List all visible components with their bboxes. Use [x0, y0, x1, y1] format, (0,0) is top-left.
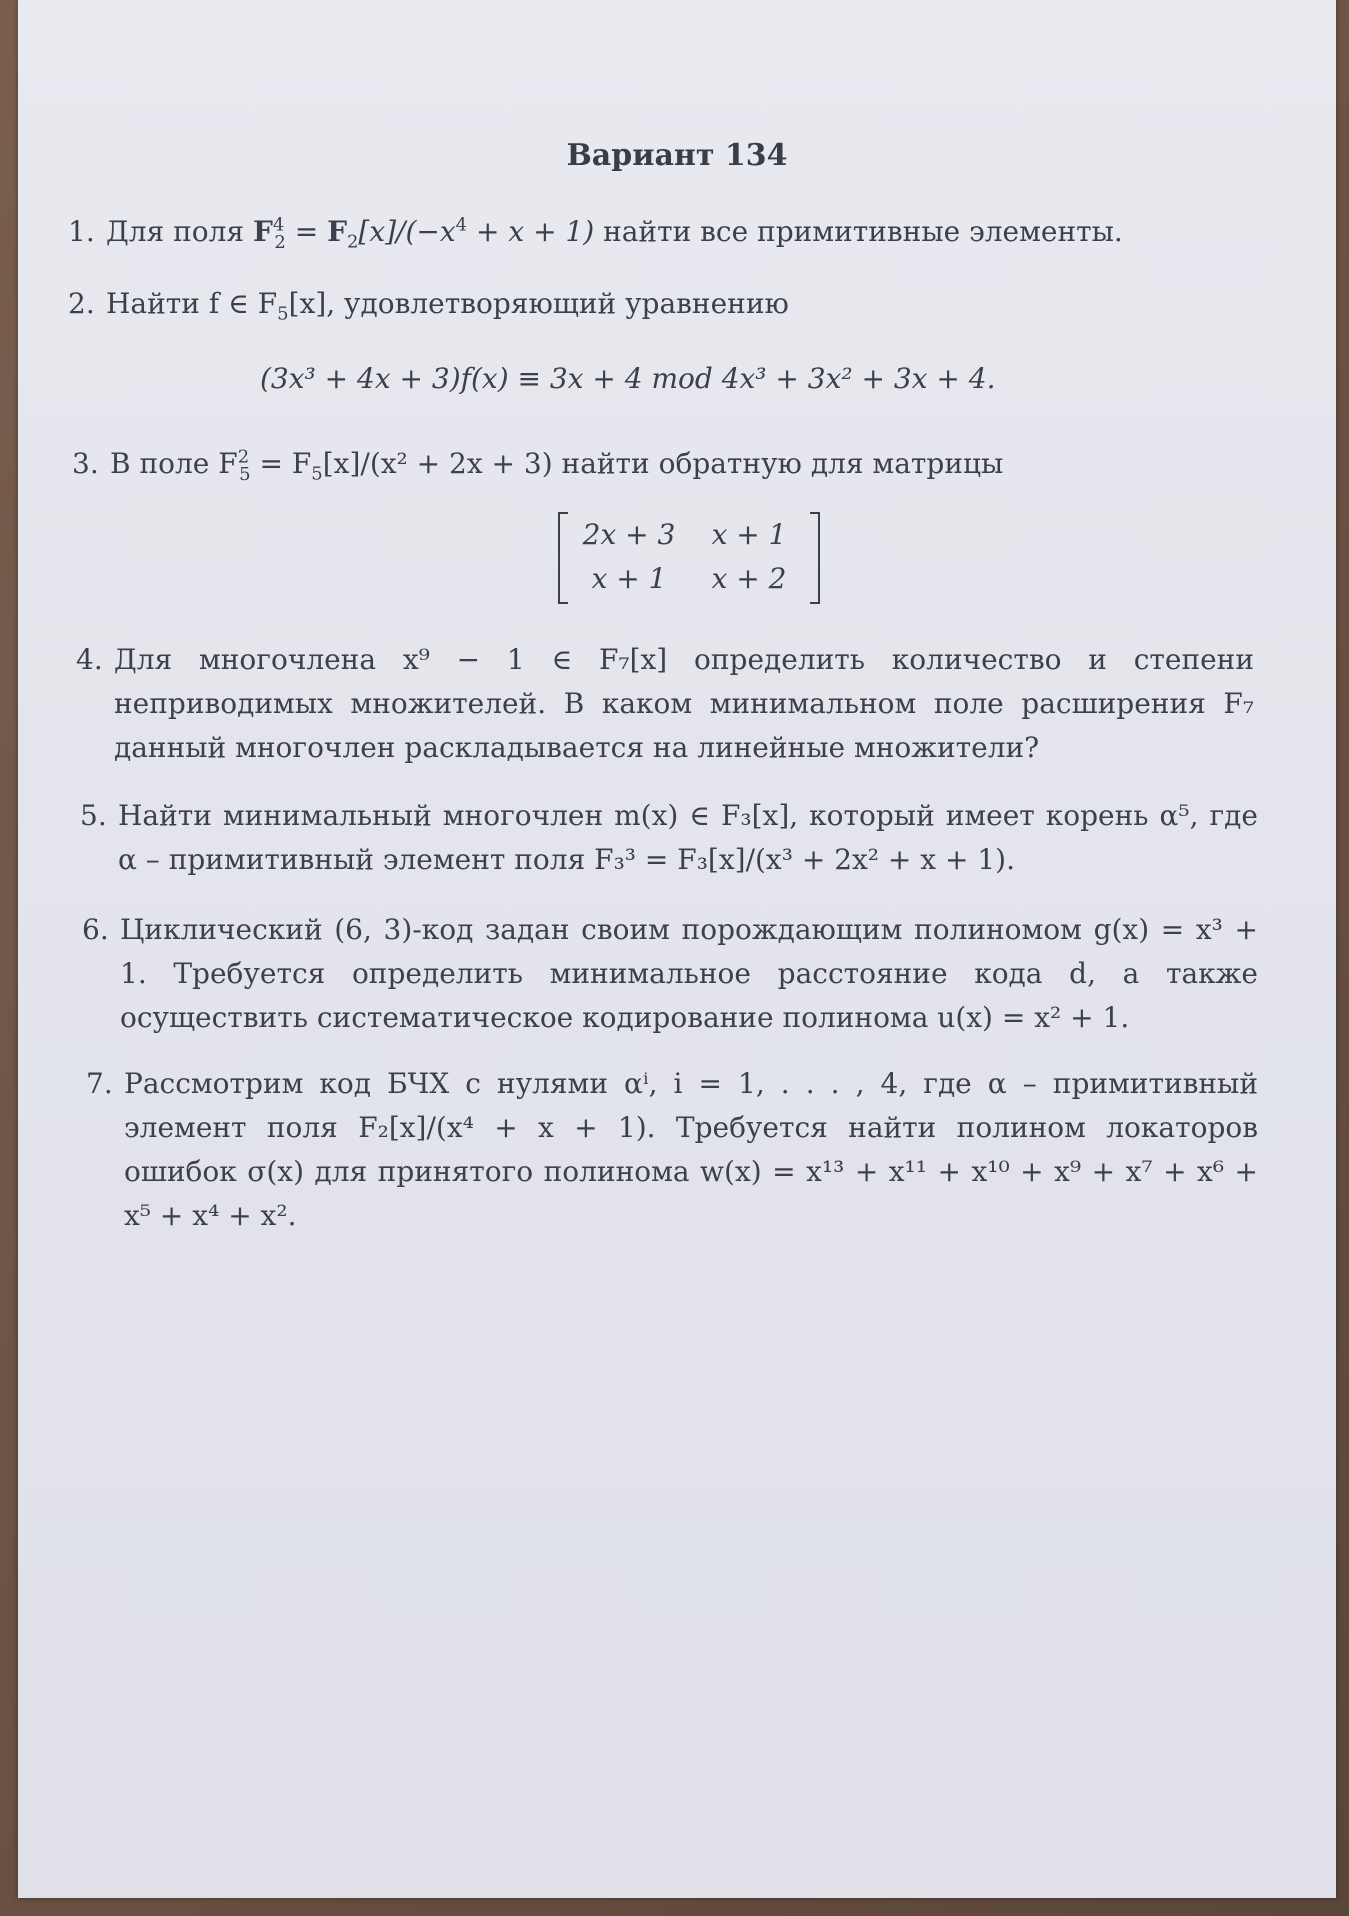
problem-2 [68, 282, 1268, 326]
problem-number: 6. [82, 913, 109, 946]
problem-text: Для поля $F^4_2 = F_2[x]/(-x^4 + x + 1)$ найти все примитивные элементы. [106, 214, 1123, 253]
problem-text: Найти f ∈ $F_5[x]$, удовлетворяющий уравнению [106, 287, 789, 325]
page-title: Вариант 134 [566, 138, 788, 173]
matrix-cell: x + 2 [711, 562, 787, 595]
problem-1 [68, 210, 1268, 254]
problem-number: 7. [86, 1067, 113, 1100]
problem-number: 5. [80, 799, 107, 832]
problem-7 [86, 1062, 1258, 1238]
matrix-cell: 2x + 3 [582, 518, 676, 551]
problem-text: Рассмотрим код БЧХ с нулями αⁱ, i = 1, . . . , 4, где α – примитивный элемент поля F₂[x]/(x⁴ + x + 1). Требуется найти полином локаторов ошибок σ(x) для принятого полинома w(x) = x¹³ + x¹¹ + x¹⁰ + x⁹ + x⁷ + x⁶ + x⁵ + x⁴ + x². [124, 1067, 1258, 1232]
problem-text: Для многочлена x⁹ − 1 ∈ F₇[x] определить количество и степени неприводимых множителей. В каком минимальном поле расширения F₇ данный многочлен раскладывается на линейные множители? [114, 643, 1254, 764]
problem-4 [76, 638, 1254, 770]
equation: (3x³ + 4x + 3)f(x) ≡ 3x + 4 mod 4x³ + 3x² + 3x + 4. [260, 362, 996, 395]
problem-5 [80, 794, 1258, 882]
matrix-cell: x + 1 [591, 562, 667, 595]
problem-text: В поле $F^2_5 = F_5[x]/(x^2 + 2x + 3)$ найти обратную для матрицы [110, 446, 1004, 485]
matrix-cell: x + 1 [711, 518, 787, 551]
problem-text: Циклический (6, 3)-код задан своим порождающим полиномом g(x) = x³ + 1. Требуется определить минимальное расстояние кода d, а также осуществить систематическое кодирование полинома u(x) = x² + 1. [120, 913, 1258, 1034]
problem-text: Найти минимальный многочлен m(x) ∈ F₃[x], который имеет корень α⁵, где α – примитивный элемент поля F₃³ = F₃[x]/(x³ + 2x² + x + 1). [118, 799, 1258, 876]
problem-6 [82, 908, 1258, 1040]
problem-number: 1. [68, 215, 95, 248]
problem-number: 4. [76, 643, 103, 676]
exam-sheet [18, 0, 1336, 1898]
problem-3 [72, 442, 1272, 486]
problem-number: 3. [72, 447, 99, 480]
problem-number: 2. [68, 287, 95, 320]
matrix [558, 512, 820, 604]
